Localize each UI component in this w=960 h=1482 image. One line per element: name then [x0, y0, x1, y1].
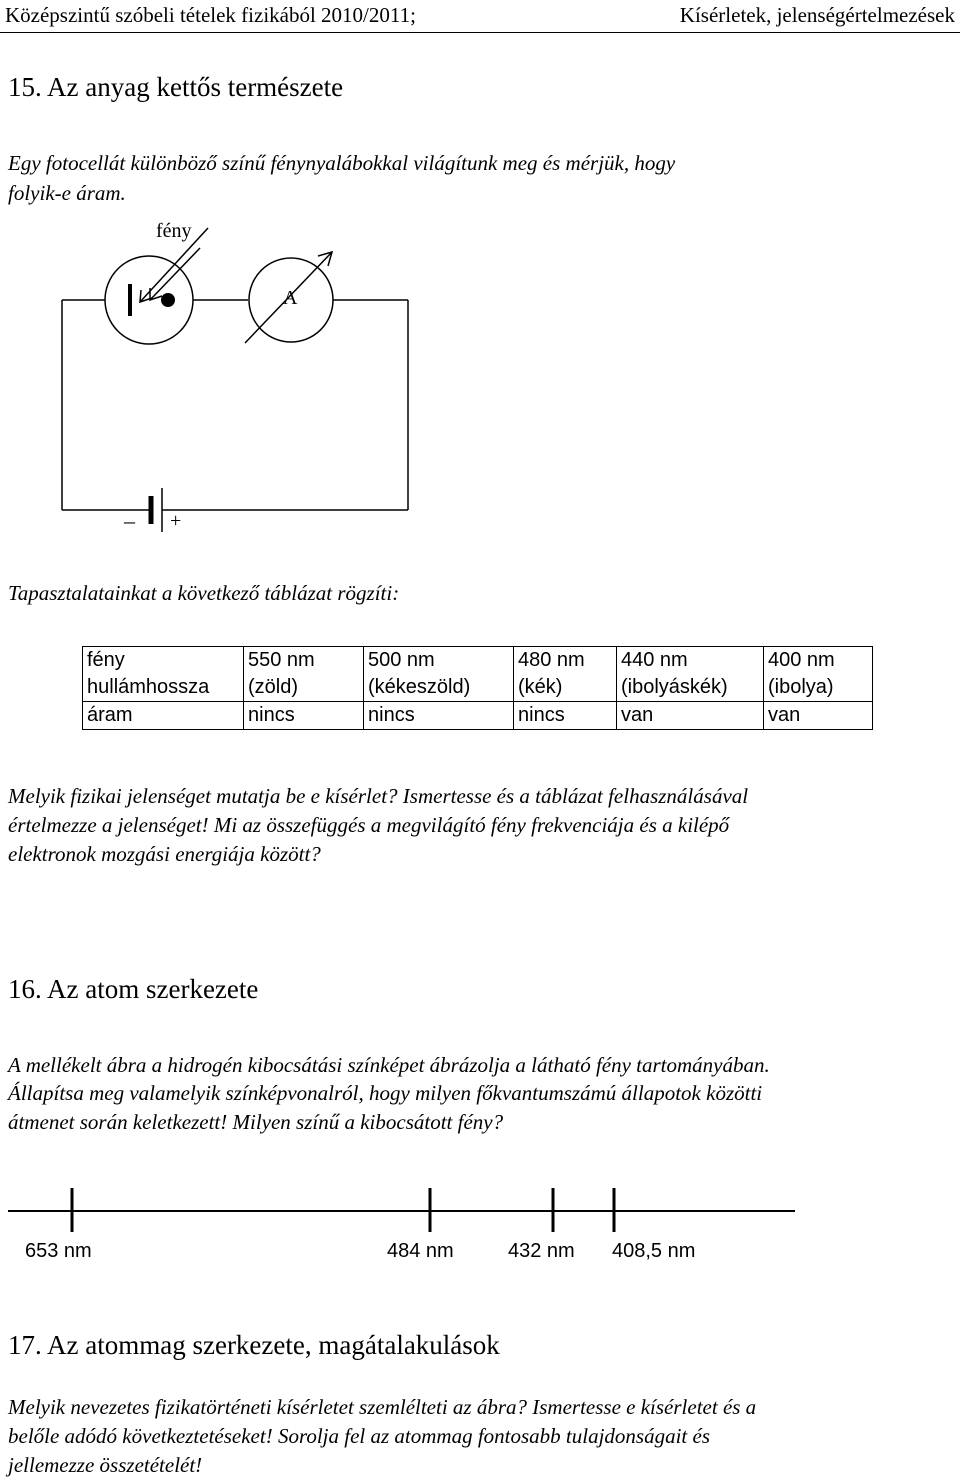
table-cell: van	[764, 702, 873, 730]
header-left: Középszintű szóbeli tételek fizikából 2010/2011;	[5, 3, 416, 27]
section-16-text-line3: átmenet során keletkezett! Milyen színű a kibocsátott fény?	[8, 1110, 504, 1134]
table-header-line1: 400 nm	[768, 649, 835, 671]
table-header-line2: (kék)	[518, 676, 563, 698]
table-header-line2: (zöld)	[248, 676, 299, 698]
table-cell: nincs	[514, 702, 617, 730]
table-header-row	[83, 647, 873, 702]
table-header-line1: 480 nm	[518, 649, 585, 671]
section-15-question-line2: értelmezze a jelenséget! Mi az összefüggés a megvilágító fény frekvenciája és a kilépő	[8, 813, 730, 837]
table-cell: áram	[83, 702, 244, 730]
spectrum-label-653: 653 nm	[25, 1240, 92, 1262]
table-header-cell	[244, 647, 364, 702]
photocell-anode	[161, 293, 175, 307]
section-17-text-line2: belőle adódó következtetéseket! Sorolja fel az atommag fontosabb tulajdonságait és	[8, 1424, 711, 1448]
table-header-line1: 440 nm	[621, 649, 688, 671]
light-label: fény	[156, 220, 192, 242]
section-16-text-line2: Állapítsa meg valamelyik színképvonalról, hogy milyen főkvantumszámú állapotok közötti	[8, 1081, 763, 1105]
table-cell: nincs	[364, 702, 514, 730]
section-17-title: 17. Az atommag szerkezete, magátalakulások	[8, 1330, 500, 1360]
table-cell: van	[617, 702, 764, 730]
section-15-title: 15. Az anyag kettős természete	[8, 72, 344, 102]
spectrum-label-484: 484 nm	[387, 1240, 454, 1262]
section-16-title: 16. Az atom szerkezete	[8, 974, 259, 1004]
table-header-line2: (ibolyáskék)	[621, 676, 728, 698]
table-header-cell	[514, 647, 617, 702]
spectrum-label-408: 408,5 nm	[612, 1240, 696, 1262]
section-15-question-line1: Melyik fizikai jelenséget mutatja be e kísérlet? Ismertesse és a táblázat felhasználásával	[8, 784, 749, 808]
section-16-text-line1: A mellékelt ábra a hidrogén kibocsátási színképet ábrázolja a látható fény tartományában.	[8, 1053, 770, 1077]
wavelength-current-table	[82, 646, 873, 730]
table-header-line1: 550 nm	[248, 649, 315, 671]
section-15-intro-line2: folyik-e áram.	[8, 181, 126, 205]
table-header-cell	[764, 647, 873, 702]
spectrum-label-432: 432 nm	[508, 1240, 575, 1262]
table-header-cell	[364, 647, 514, 702]
table-intro: Tapasztalatainkat a következő táblázat rögzíti:	[8, 581, 400, 605]
table-header-cell	[617, 647, 764, 702]
table-header-line1: fény	[87, 649, 125, 671]
table-header-cell	[83, 647, 244, 702]
photocell-circuit-diagram	[0, 0, 960, 560]
section-15-question-line3: elektronok mozgási energiája között?	[8, 842, 321, 866]
table-header-line2: (kékeszöld)	[368, 676, 471, 698]
header-right: Kísérletek, jelenségértelmezések	[679, 3, 955, 27]
table-header-line2: hullámhossza	[87, 676, 210, 698]
table-header-line2: (ibolya)	[768, 676, 834, 698]
section-17-text-line3: jellemezze összetételét!	[8, 1453, 203, 1477]
battery-minus-label: –	[124, 508, 135, 533]
table-header-line1: 500 nm	[368, 649, 435, 671]
battery-plus-label: +	[170, 510, 182, 532]
table-row	[83, 702, 873, 730]
table-cell: nincs	[244, 702, 364, 730]
ammeter-label: A	[283, 287, 298, 309]
section-17-text-line1: Melyik nevezetes fizikatörténeti kísérletet szemlélteti az ábra? Ismertesse e kísérletet és a	[8, 1395, 757, 1419]
section-15-intro-line1: Egy fotocellát különböző színű fénynyalábokkal világítunk meg és mérjük, hogy	[8, 151, 676, 175]
